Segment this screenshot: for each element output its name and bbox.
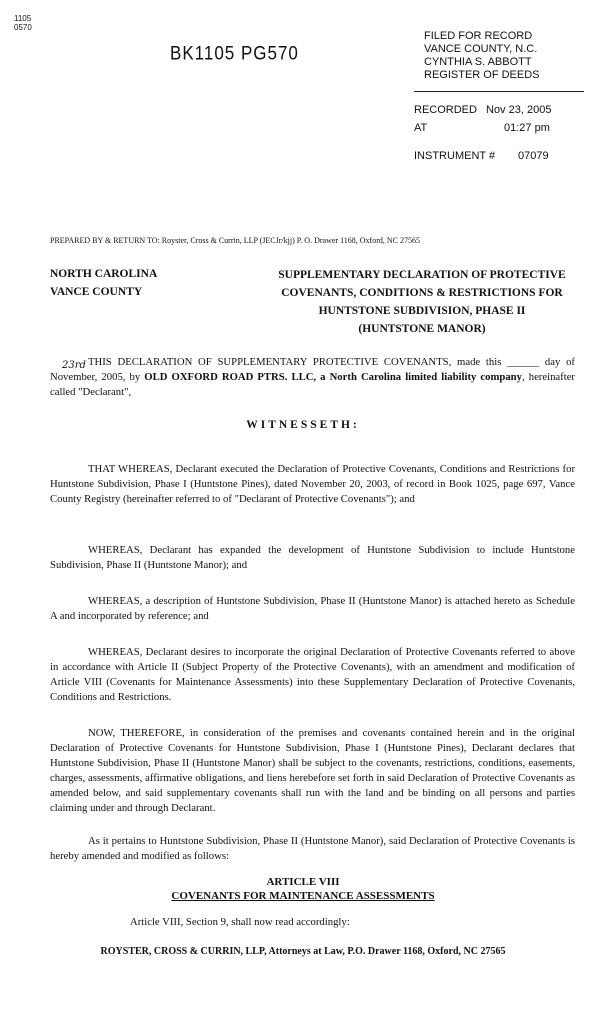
intro-text-2: , hereinafter called "Declarant", — [50, 371, 575, 398]
article-number: ARTICLE VIII — [266, 876, 340, 888]
book-page-stamp: BK1105 PG570 — [170, 42, 299, 64]
prepared-by-line: PREPARED BY & RETURN TO: Royster, Cross & Currin, LLP (JECJr/kjj) P. O. Drawer 1168, Oxford, NC 27565 — [50, 236, 420, 245]
title-line-4: (HUNTSTONE MANOR) — [358, 323, 486, 335]
title-line-1: SUPPLEMENTARY DECLARATION OF PROTECTIVE — [278, 269, 566, 281]
paragraph-whereas-2 — [50, 543, 575, 573]
handwritten-day: 23rd — [62, 360, 86, 371]
paragraph-text: As it pertains to Huntstone Subdivision, Phase II (Huntstone Manor), said Declaration of Protective Covenants is hereby amended and modified as follows: — [50, 835, 575, 862]
paragraph-as-it-pertains — [50, 834, 575, 864]
instrument-number: 07079 — [518, 150, 549, 162]
corner-book: 1105 — [14, 14, 32, 23]
paragraph-text: THAT WHEREAS, Declarant executed the Declaration of Protective Covenants, Conditions and Restrictions for Huntstone Subdivision, Phase I (Huntstone Pines), dated November 20, 2003, of record in Book 1025, page 697, Vance County Registry (hereinafter referred to of "Declarant of Protective Covenants"); and — [50, 463, 575, 505]
state-name: NORTH CAROLINA — [50, 268, 158, 280]
paragraph-whereas-4 — [50, 645, 575, 705]
at-label: AT — [414, 122, 428, 134]
paragraph-whereas-1 — [50, 462, 575, 507]
county-name: VANCE COUNTY — [50, 286, 143, 298]
paragraph-whereas-3 — [50, 594, 575, 624]
corner-reference — [14, 14, 32, 32]
article-title: COVENANTS FOR MAINTENANCE ASSESSMENTS — [171, 890, 435, 902]
filed-county: VANCE COUNTY, N.C. — [424, 43, 538, 55]
intro-text-1: THIS DECLARATION OF SUPPLEMENTARY PROTECTIVE COVENANTS, made this ______ day of November, 2005, by — [50, 356, 575, 383]
article-heading — [0, 875, 606, 903]
filed-divider — [414, 91, 584, 92]
paragraph-text: WHEREAS, Declarant desires to incorporate the original Declaration of Protective Covenants referred to above in accordance with Article II (Subject Property of the Protective Covenants), with an amendment and modification of Article VIII (Covenants for Maintenance Assessments) into these Supplementary Declaration of Protective Covenants, Conditions and Restrictions. — [50, 646, 575, 703]
paragraph-now-therefore — [50, 726, 575, 816]
section-line: Article VIII, Section 9, shall now read accordingly: — [130, 916, 350, 928]
document-title — [262, 266, 582, 338]
filed-register-title: REGISTER OF DEEDS — [424, 69, 540, 81]
paragraph-text: WHEREAS, a description of Huntstone Subdivision, Phase II (Huntstone Manor) is attached hereto as Schedule A and incorporated by reference; and — [50, 595, 575, 622]
filed-line: FILED FOR RECORD — [424, 30, 533, 42]
witnesseth-heading: WITNESSETH: — [246, 419, 360, 431]
paragraph-text: NOW, THEREFORE, in consideration of the premises and covenants contained herein and in the original Declaration of Protective Covenants for Huntstone Subdivision, Phase I (Huntstone Pines), Declarant declares that Huntstone Subdivision, Phase II (Huntstone Manor) shall be subject to the covenants, restrictions, conditions, easements, charges, assessments, affirmative obligations, and liens herebefore set forth in said Declaration of Protective Covenants as amended below, and said supplementary covenants shall run with the land and be binding on all persons and parties claiming under and through Declarant. — [50, 727, 575, 814]
law-firm-footer: ROYSTER, CROSS & CURRIN, LLP, Attorneys at Law, P.O. Drawer 1168, Oxford, NC 27565 — [100, 946, 506, 957]
intro-paragraph — [50, 355, 575, 400]
title-line-2: COVENANTS, CONDITIONS & RESTRICTIONS FOR — [281, 287, 563, 299]
filed-register-name: CYNTHIA S. ABBOTT — [424, 56, 532, 68]
title-line-3: HUNTSTONE SUBDIVISION, PHASE II — [318, 305, 526, 317]
intro-declarant-bold: OLD OXFORD ROAD PTRS. LLC, a North Carolina limited liability company — [144, 371, 522, 383]
filed-for-record-block — [424, 30, 594, 82]
paragraph-text: WHEREAS, Declarant has expanded the development of Huntstone Subdivision to include Huntstone Subdivision, Phase II (Huntstone Manor); and — [50, 544, 575, 571]
corner-page: 0570 — [14, 23, 32, 32]
instrument-label: INSTRUMENT # — [414, 150, 496, 162]
recorded-label: RECORDED — [414, 104, 477, 116]
recorded-time: 01:27 pm — [504, 122, 550, 134]
recorded-date: Nov 23, 2005 — [486, 104, 552, 116]
